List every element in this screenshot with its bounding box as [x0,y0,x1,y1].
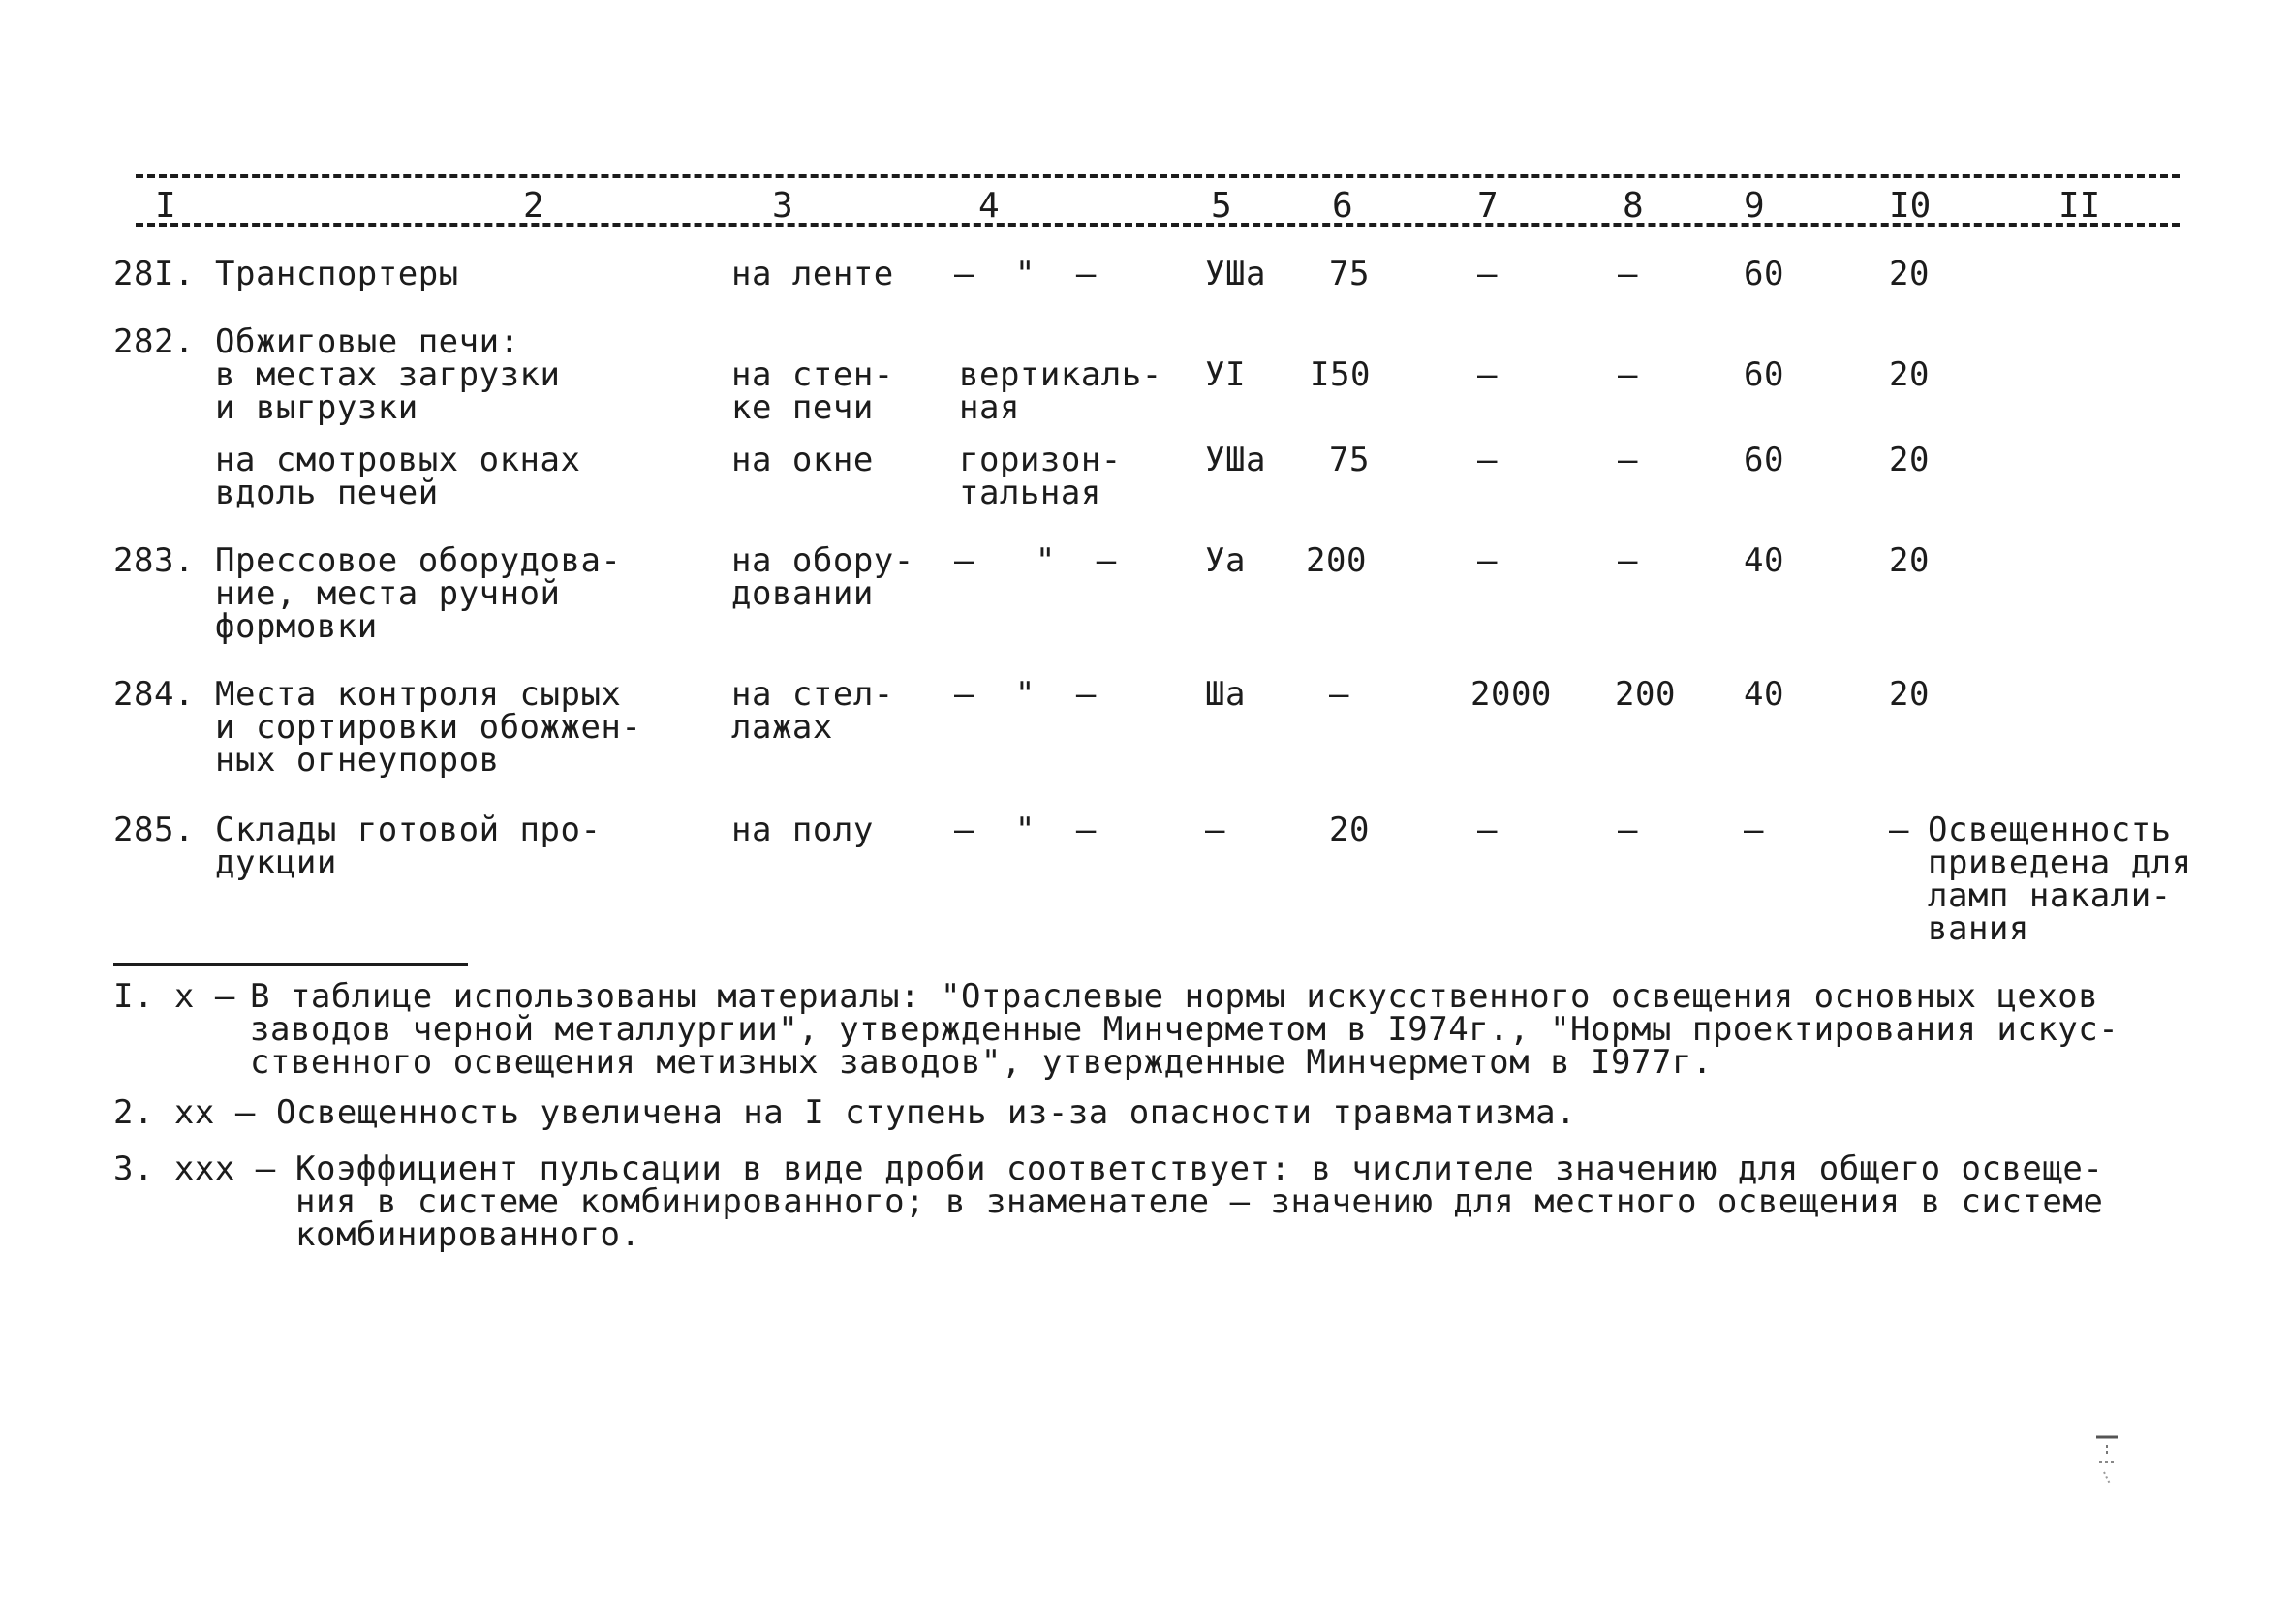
row-number: 284. [113,675,195,714]
col-9-value: 60 [1744,255,1784,293]
footnote-line: Освещенность увеличена на I ступень из-за опасности травматизма. [276,1093,1577,1132]
col-9-value: 40 [1744,541,1784,580]
surface-plane: ная [959,388,1020,427]
footnote-marker: I. х – [113,977,235,1016]
footnote-line: Коэффициент пульсации в виде дроби соответствует: в числителе значению для общего освеще- [295,1149,2104,1188]
room-name: Места контроля сырых [215,675,622,714]
room-name: на смотровых окнах [215,441,581,479]
surface-plane: – " – [954,675,1097,714]
column-header-7: 7 [1477,186,1499,226]
remark: Освещенность [1928,811,2172,849]
column-header-8: 8 [1623,186,1644,226]
header-bottom-rule [136,223,2180,227]
work-surface: довании [731,574,874,613]
col-5-value: – [1205,811,1225,849]
remark: ламп накали- [1928,876,2172,915]
col-5-value: УI [1205,355,1246,394]
table-top-rule [136,174,2180,178]
surface-plane: – " – [954,255,1097,293]
room-name: Склады готовой про- [215,811,602,849]
footnote-marker: 2. хх – [113,1093,256,1132]
room-name: и выгрузки [215,388,418,427]
col-6-value: I50 [1310,355,1371,394]
col-8-value: – [1618,811,1638,849]
column-header-2: 2 [523,186,544,226]
room-name: вдоль печей [215,474,439,512]
col-8-value: – [1618,255,1638,293]
col-7-value: 2000 [1470,675,1552,714]
work-surface: на полу [731,811,874,849]
col-8-value: 200 [1615,675,1676,714]
col-10-value: 20 [1889,255,1930,293]
col-8-value: – [1618,355,1638,394]
footnote-line: ния в системе комбинированного; в знаменателе – значению для местного освещения в системе [295,1182,2104,1221]
col-5-value: Уа [1205,541,1246,580]
column-header-4: 4 [978,186,1000,226]
col-9-value: – [1744,811,1764,849]
col-6-value: 200 [1306,541,1367,580]
col-7-value: – [1477,541,1498,580]
room-name: Обжиговые печи: [215,322,520,361]
col-10-value: 20 [1889,441,1930,479]
row-number: 282. [113,322,195,361]
footnote-line: ственного освещения метизных заводов", утвержденные Минчерметом в I977г. [250,1043,1713,1082]
col-5-value: УШа [1205,441,1266,479]
footnote-line: комбинированного. [295,1215,641,1254]
work-surface: лажах [731,708,833,747]
col-6-value: 20 [1329,811,1370,849]
page-corner-mark [2094,1433,2119,1489]
col-10-value: – [1889,811,1909,849]
column-header-10: I0 [1889,186,1932,226]
col-10-value: 20 [1889,355,1930,394]
col-6-value: 75 [1329,441,1370,479]
footnote-line: заводов черной металлургии", утвержденные Минчерметом в I974г., "Нормы проектирования искус- [250,1010,2119,1049]
room-name: Прессовое оборудова- [215,541,622,580]
col-7-value: – [1477,255,1498,293]
surface-plane: – " – [954,811,1097,849]
row-number: 283. [113,541,195,580]
column-header-1: I [155,186,176,226]
footnote-marker: 3. ххх – [113,1149,276,1188]
room-name: ных огнеупоров [215,741,500,780]
work-surface: на ленте [731,255,894,293]
col-7-value: – [1477,441,1498,479]
col-9-value: 60 [1744,355,1784,394]
col-8-value: – [1618,541,1638,580]
room-name: Транспортеры [215,255,459,293]
col-10-value: 20 [1889,675,1930,714]
remark: вания [1928,909,2029,948]
remark: приведена для [1928,843,2192,882]
row-number: 285. [113,811,195,849]
work-surface: ке печи [731,388,874,427]
footnote-line: В таблице использованы материалы: "Отраслевые нормы искусственного освещения основных цехов [250,977,2099,1016]
work-surface: на стен- [731,355,894,394]
column-header-3: 3 [772,186,793,226]
column-header-9: 9 [1744,186,1765,226]
room-name: формовки [215,607,378,646]
surface-plane: тальная [959,474,1101,512]
col-5-value: Ша [1205,675,1246,714]
col-8-value: – [1618,441,1638,479]
room-name: в местах загрузки [215,355,561,394]
room-name: дукции [215,843,337,882]
work-surface: на стел- [731,675,894,714]
row-number: 28I. [113,255,195,293]
column-header-11: II [2058,186,2101,226]
col-7-value: – [1477,355,1498,394]
surface-plane: вертикаль- [959,355,1162,394]
column-header-5: 5 [1211,186,1232,226]
work-surface: на обору- [731,541,914,580]
room-name: и сортировки обожжен- [215,708,642,747]
col-6-value: – [1329,675,1349,714]
col-9-value: 40 [1744,675,1784,714]
surface-plane: горизон- [959,441,1122,479]
col-7-value: – [1477,811,1498,849]
room-name: ние, места ручной [215,574,561,613]
surface-plane: – " – [954,541,1117,580]
column-header-6: 6 [1332,186,1353,226]
work-surface: на окне [731,441,874,479]
footnote-separator [113,963,468,966]
col-10-value: 20 [1889,541,1930,580]
col-6-value: 75 [1329,255,1370,293]
col-9-value: 60 [1744,441,1784,479]
col-5-value: УШа [1205,255,1266,293]
